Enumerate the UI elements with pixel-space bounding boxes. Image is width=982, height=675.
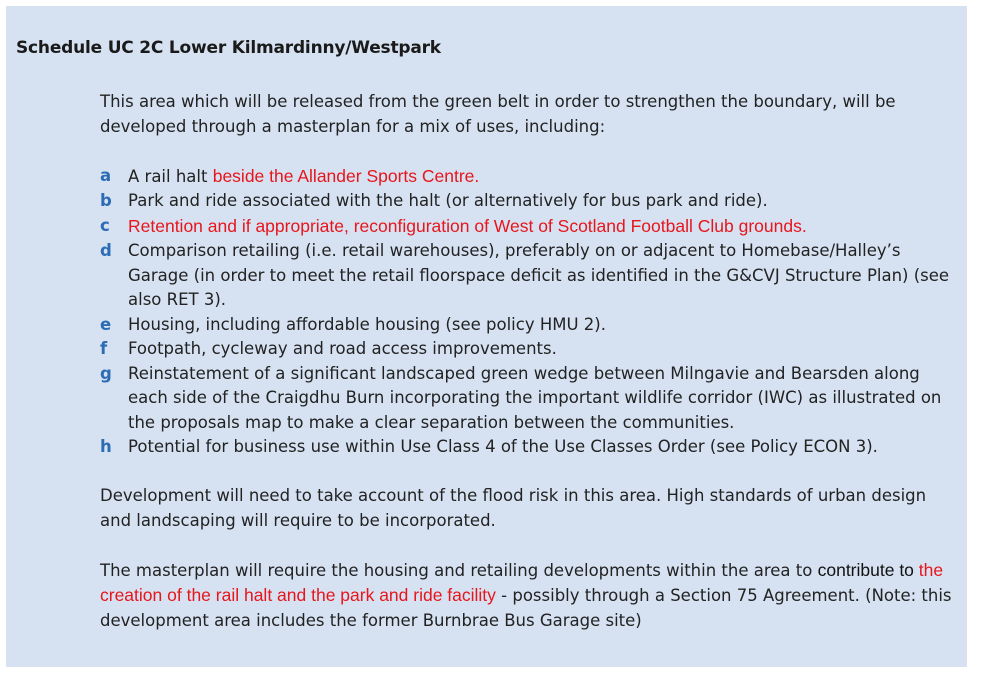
item-text: Reinstatement of a significant landscaped green wedge between Milngavie and Bearsden along each side of the Craigdhu Burn incorporating the important wildlife corridor (IWC) as illustrated on the proposals map to make a clear separation between the communities. bbox=[128, 363, 942, 432]
list-item-d bbox=[100, 239, 960, 313]
list-letter: f bbox=[100, 339, 108, 358]
list-letter: c bbox=[100, 215, 110, 235]
list-item-c bbox=[100, 214, 960, 240]
list-letter: a bbox=[100, 165, 112, 185]
item-red-text: beside the Allander Sports Centre. bbox=[212, 165, 480, 186]
masterplan-text-4: - possibly through a Section 75 Agreement. (Note: this development area includes the former Burnbrae Bus Garage site) bbox=[100, 586, 952, 630]
item-text: Housing, including affordable housing (see policy HMU 2). bbox=[128, 314, 606, 334]
schedule-heading: Schedule UC 2C Lower Kilmardinny/Westpark bbox=[16, 38, 441, 58]
item-text: Park and ride associated with the halt (or alternatively for bus park and ride). bbox=[128, 191, 768, 210]
masterplan-text-1: The masterplan will require the housing and retailing developments within the area to bbox=[100, 560, 818, 580]
list-letter: e bbox=[100, 314, 112, 334]
list-letter: h bbox=[100, 437, 112, 456]
list-item-b bbox=[100, 189, 960, 214]
item-red-text: Retention and if appropriate, reconfiguration of West of Scotland Football Club grounds. bbox=[128, 215, 807, 236]
list-letter: b bbox=[100, 191, 112, 210]
list-item-h bbox=[100, 435, 960, 460]
list-item-a bbox=[100, 164, 960, 190]
list-item-g bbox=[100, 362, 960, 436]
intro-paragraph: This area which will be released from the green belt in order to strengthen the boundary, will be developed through a masterplan for a mix of uses, including: bbox=[100, 92, 896, 136]
list-letter: d bbox=[100, 241, 112, 260]
list-item-f bbox=[100, 337, 960, 362]
item-text: A rail halt bbox=[128, 166, 213, 186]
flood-paragraph: Development will need to take account of the flood risk in this area. High standards of urban design and landscaping will require to be incorporated. bbox=[100, 486, 927, 530]
masterplan-paragraph bbox=[100, 558, 960, 634]
schedule-panel bbox=[6, 6, 967, 667]
list-item-e bbox=[100, 313, 960, 338]
item-text: Potential for business use within Use Class 4 of the Use Classes Order (see Policy ECON 3). bbox=[128, 437, 878, 456]
masterplan-red-text: the creation of the rail halt and the park and ride facility bbox=[100, 559, 944, 605]
schedule-body bbox=[100, 90, 960, 633]
item-text: Comparison retailing (i.e. retail warehouses), preferably on or adjacent to Homebase/Halley’s Garage (in order to meet the retail floorspace deficit as identified in the G&CVJ Structure Plan) (see also RET 3). bbox=[128, 241, 950, 309]
masterplan-text-2: contribute to bbox=[817, 559, 914, 580]
list-letter: g bbox=[100, 363, 112, 383]
item-text: Footpath, cycleway and road access improvements. bbox=[128, 339, 557, 358]
